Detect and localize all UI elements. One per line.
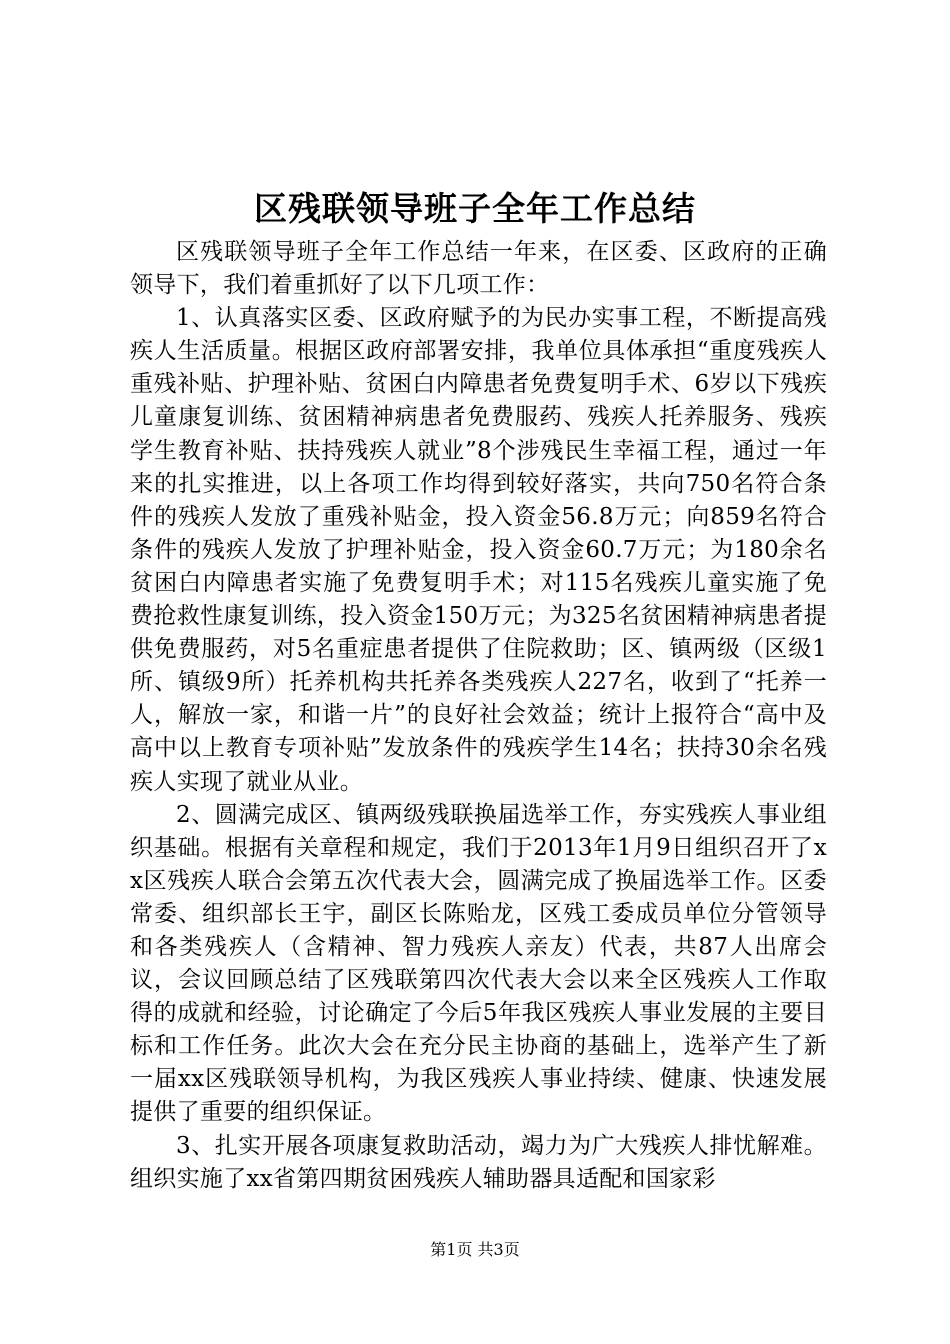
paragraph-item-1: 1、认真落实区委、区政府赋予的为民办实事工程，不断提高残疾人生活质量。根据区政府部署安排，我单位具体承担“重度残疾人重残补贴、护理补贴、贫困白内障患者免费复明手术、6岁以下残疾儿童康复训练、贫困精神病患者免费服药、残疾人托养服务、残疾学生教育补贴、扶持残疾人就业”8个涉残民生幸福工程，通过一年来的扎实推进，以上各项工作均得到较好落实，共向750名符合条件的残疾人发放了重残补贴金，投入资金56.8万元；向859名符合条件的残疾人发放了护理补贴金，投入资金60.7万元；为180余名贫困白内障患者实施了免费复明手术；对115名残疾儿童实施了免费抢救性康复训练，投入资金150万元；为325名贫困精神病患者提供免费服药，对5名重症患者提供了住院救助；区、镇两级（区级1所、镇级9所）托养机构共托养各类残疾人227名，收到了“托养一人，解放一家，和谐一片”的良好社会效益；统计上报符合“高中及高中以上教育专项补贴”发放条件的残疾学生14名；扶持30余名残疾人实现了就业从业。 — [130, 305, 827, 795]
paragraph-intro: 区残联领导班子全年工作总结一年来，在区委、区政府的正确领导下，我们着重抓好了以下几项工作： — [130, 239, 827, 299]
document-title: 区残联领导班子全年工作总结 — [254, 189, 696, 228]
paragraph-item-3: 3、扎实开展各项康复救助活动，竭力为广大残疾人排忧解难。组织实施了xx省第四期贫困残疾人辅助器具适配和国家彩 — [130, 1132, 827, 1192]
page-number-footer: 第1页 共3页 — [430, 1240, 520, 1259]
document-body — [130, 236, 827, 1196]
paragraph-item-2: 2、圆满完成区、镇两级残联换届选举工作，夯实残疾人事业组织基础。根据有关章程和规定，我们于2013年1月9日组织召开了xx区残疾人联合会第五次代表大会，圆满完成了换届选举工作。区委常委、组织部长王宇，副区长陈贻龙，区残工委成员单位分管领导和各类残疾人（含精神、智力残疾人亲友）代表，共87人出席会议，会议回顾总结了区残联第四次代表大会以来全区残疾人工作取得的成就和经验，讨论确定了今后5年我区残疾人事业发展的主要目标和工作任务。此次大会在充分民主协商的基础上，选举产生了新一届xx区残联领导机构，为我区残疾人事业持续、健康、快速发展提供了重要的组织保证。 — [130, 801, 827, 1126]
